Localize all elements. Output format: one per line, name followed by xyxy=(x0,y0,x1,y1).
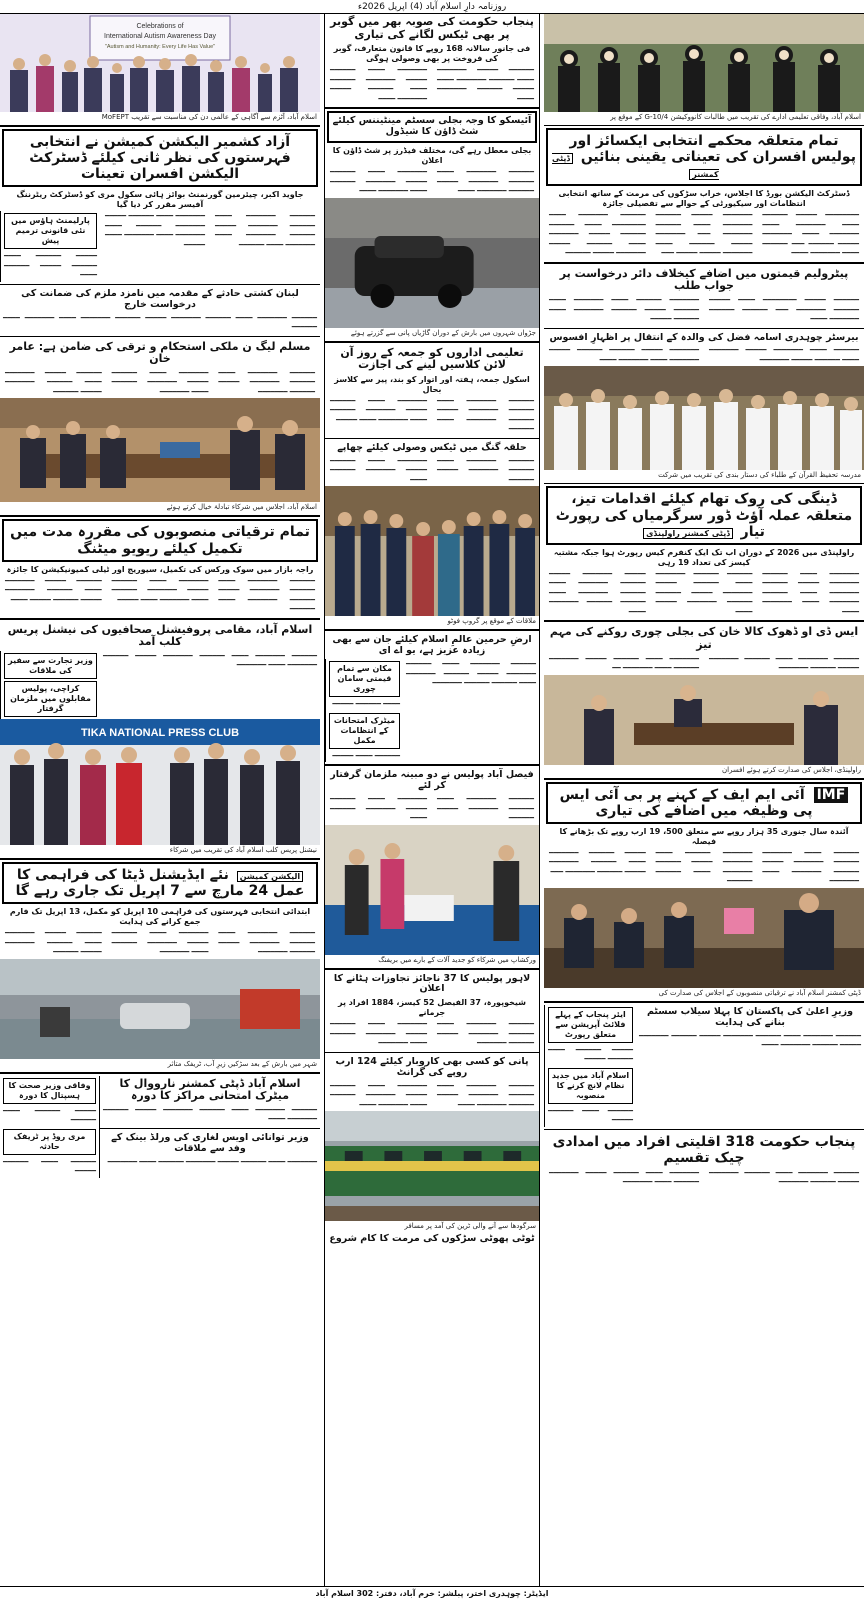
news-brief: کراچی، پولیس مقابلوں میں ملزمان گرفتار xyxy=(4,681,97,717)
headline-tag: ڈپٹی کمشنر xyxy=(552,153,719,180)
meeting-photo xyxy=(544,675,864,765)
article-text: ━━━━━━ ━━━━━━━ ━━━━ ━━━━━━ ━━━━━━━ ━━━━━ ━━━━━━ ━━━━━━━ ━━━━ ━━━━━━ xyxy=(434,396,537,436)
headline: ارضِ حرمین عالمِ اسلام کیلئے جان سے بھی زیادہ عزیز ہے، یو اے ای xyxy=(325,633,539,659)
headline: تعلیمی اداروں کو جمعہ کے روز آن لائن کلاسیں لینے کی اجازت xyxy=(325,345,539,374)
photo-caption: ڈپٹی کمشنر اسلام آباد نے ترقیاتی منصوبوں کے اجلاس کی صدارت کی xyxy=(544,988,864,999)
photo-caption: شہر میں بارش کے بعد سڑکیں زیرِ آب، ٹریفک متاثر xyxy=(0,1059,320,1070)
article-text: ━━━━━━━ ━━━━ ━━━━━━ ━━━━━ ━━━━━━━ ━━━━━━ ━━━━ ━━━━━━━ ━━━━ xyxy=(327,1081,430,1112)
headline: وزیرِ اعلیٰ کی پاکستان کا پہلا سیلاب سسٹم بنانے کی ہدایت xyxy=(636,1005,864,1031)
article-text: ━━━━━━ ━━━━━━━ ━━━━ ━━━━━━ ━━━━━━━ ━━━━━ ━━━━━━ ━━━━━━━ xyxy=(706,1168,862,1189)
article-text: ━━━━━━ ━━━━━━━ ━━━━ ━━━━━━ ━━━━━━━ ━━━━━ ━━━━━━ ━━━━━━━ ━━━━ xyxy=(434,1081,537,1112)
headline: بیرسٹر چوہدری اسامہ فضل کی والدہ کے انتقال پر اظہارِ افسوس xyxy=(544,331,864,346)
rain-road-photo xyxy=(0,959,320,1059)
news-brief: وفاقی وزیر صحت کا ہسپتال کا دورہ xyxy=(3,1078,96,1104)
article-text: ━━━━━ ━━━━━━ ━━━━ ━━━━━━ ━━━━━ xyxy=(545,1045,636,1066)
photo-caption: اسلام آباد، وفاقی تعلیمی ادارے کی تقریب میں طالبات کانووکیشن G-10/4 کے موقع پر xyxy=(544,112,864,123)
article-text: ━━━━━━━ ━━━━ ━━━━━━ ━━━━━ ━━━━━━━ ━━━━━━ ━━━━ xyxy=(327,794,430,825)
article-text: ━━━━━ ━━━━━━ ━━━━ ━━━━━━ xyxy=(0,1106,99,1127)
subheadline: شیخوپورہ، 37 الفیصل 52 کیسز، 1884 افراد پر جرمانے xyxy=(325,997,539,1019)
article-text: ━━━━ ━━━━━━ ━━━━━ xyxy=(326,699,403,711)
subheadline: راجہ بازار میں سوک ورکس کی تکمیل، سیوریج اور ٹیلی کمیونیکیشن کا جائزہ xyxy=(0,564,320,576)
headline: لبنان کشتی حادثے کے مقدمہ میں نامزد ملزم کی ضمانت کی درخواست خارج xyxy=(0,287,320,313)
article-text: ━━━━━━━ ━━━━ ━━━━━━ ━━━━━ ━━━━━━━ ━━━━━━ ━━━━ ━━━━━━━ ━━━━ ━━━━━ xyxy=(327,396,430,436)
article-text: ━━━━━━━ ━━━━ ━━━━━━ ━━━━━ ━━━━━━━ ━━━━━━ ━━━━ ━━━━━━━ ━━━━ ━━━━━━━ ━━━━ ━━━━━ xyxy=(102,211,208,251)
news-brief: اسلام آباد میں جدید نظام لانچ کرنے کا منصوبہ xyxy=(548,1068,633,1104)
article-text: ━━━━━━━ ━━━━━ ━━━━━━ ━━━━━━━ ━━━━ ━━━━━━ ━━━━━━━ ━━━ ━━━━━━━ ━━━━━ ━━━━━━ ━━━━ ━━━━━━━ ━━━━━ ━━━━━ ━━━ xyxy=(653,210,756,260)
convocation-photo xyxy=(544,14,864,112)
news-brief: وزیر تجارت سے سفیر کی ملاقات xyxy=(4,653,97,679)
article-text: ━━━━━━ ━━━━━━━ ━━━━ ━━━━━━ ━━━━━━━ ━━━━━ ━━━━━━ ━━━━━━━ ━━━━ ━━━━━━ xyxy=(215,576,318,616)
article-text: ━━━━━━ ━━━━━ ━━━━━━━ ━━━━ ━━━━━━ ━━━━━━━ ━━━━ ━━━━━ ━━━━━━ ━━━━━━━ ━━━━ xyxy=(434,65,537,105)
headline-tag: الیکشن کمیشن xyxy=(237,871,303,882)
article-text: ━━━━━━ ━━━━━ ━━━━━━━ ━━━━ ━━━━━━ ━━━━━━━ ━━━━━ ━━━━━━ xyxy=(2,368,105,399)
article-text: ━━━━━━ ━━━━━━━ ━━━━ ━━━━━━ ━━━━━━━ ━━━━━ ━━━━━━ ━━━━━━━ xyxy=(215,928,318,959)
rain-car-photo xyxy=(325,198,539,328)
train-photo xyxy=(325,1111,539,1221)
headline: ٹوٹی پھوٹی سڑکوں کی مرمت کا کام شروع xyxy=(325,1232,539,1247)
article-text: ━━━━━━━ ━━━━ ━━━━━━ ━━━━━ ━━━━━━━ ━━━━━━ ━━━━ xyxy=(327,456,430,487)
headline: پنجاب حکومت 318 اقلیتی افراد میں امدادی چیک تقسیم xyxy=(544,1132,864,1168)
middle-column xyxy=(324,14,540,1586)
photo-caption: ورکشاپ میں شرکاء کو جدید آلات کے بارے میں بریفنگ xyxy=(325,955,539,966)
article-text: ━━━━━━ ━━━━ ━━━━━━━ ━━━━━ ━━━━━━━ ━━━━ ━━━━━━ ━━━━━ ━━━━━━━ xyxy=(706,345,862,366)
headline: وزیر توانائی اویس لغاری کی ورلڈ بینک کے وفد سے ملاقات xyxy=(100,1131,320,1157)
article-text: ━━━━━━ ━━━━━━━ ━━━━ ━━━━━━ ━━━━━━━ ━━━━━ ━━━━━━ ━━━━━━━ xyxy=(215,368,318,399)
conference-photo xyxy=(0,398,320,502)
headline: مسلم لیگ ن ملکی استحکام و ترقی کی ضامن ہے: عامر خان xyxy=(0,339,320,368)
news-brief: مکان سے تمام قیمتی سامان چوری xyxy=(329,661,400,697)
photo-caption: سرگودھا سے آنے والی ٹرین کی آمد پر مسافر xyxy=(325,1221,539,1232)
article-text: ━━━━━━ ━━━━━━━ ━━━━ ━━━━━━ ━━━━━━━ ━━━━━ ━━━━━━ ━━━━━━━ ━━━━ ━━━━━━━ ━━━━ ━━━━━━ xyxy=(0,313,320,334)
article-text: ━━━━━━━ ━━━━ ━━━━━━ ━━━━━ ━━━━━━━ ━━━━━━ ━━━━ ━━━━━━━ ━━━━ xyxy=(327,167,430,198)
workshop-photo xyxy=(325,825,539,955)
article-text: ━━━━━━ ━━━━ ━━━━━ xyxy=(326,751,403,763)
article-text: ━━━━━ ━━━━━━ ━━━━━━━ ━━━━ ━━━━━━ ━━━━━━━ ━━━━━ ━━━━━━ ━━━━━━━ ━━━ xyxy=(546,848,649,888)
headline: آئیسکو کا وجہ بجلی سسٹم مینٹیننس کیلئے شٹ ڈاؤن کا شیڈول xyxy=(327,111,537,143)
photo-caption: ملاقات کے موقع پر گروپ فوٹو xyxy=(325,616,539,627)
article-text: ━━━━━━ ━━━━ ━━━━━━ ━━━━━ xyxy=(0,1157,99,1178)
photo-caption: راولپنڈی، اجلاس کی صدارت کرتے ہوئے افسران xyxy=(544,765,864,776)
banner-text: TIKA NATIONAL PRESS CLUB xyxy=(81,727,239,739)
subheadline: اسکول جمعہ، ہفتہ اور اتوار کو بند، پیر سے کلاسز بحال xyxy=(325,374,539,396)
headline: ایس ڈی او ڈھوک کالا خان کی بجلی چوری روکنے کی مہم تیز xyxy=(544,624,864,653)
right-column xyxy=(544,14,864,1586)
headline: تمام ترقیاتی منصوبوں کی مقررہ مدت میں تکمیل کیلئے ریویو میٹنگ xyxy=(2,519,318,561)
article-text: ━━━━━━━━ ━━━━━ ━━━━━━ ━━━━ ━━━━━━━ ━━━━ ━━━━━━━ ━━━━ ━━━━━━━ ━━━━━ ━━━━━━ ━━━ ━━━━━━ ━━━━ ━━━━━━━ ━━━━ xyxy=(759,210,862,260)
article-text: ━━━━━━━ ━━━━ ━━━━━━ ━━━━━━━ ━━━━━ ━━━━━━ ━━━━━━━ ━━━━ ━━━━━━ ━━━━━━━ ━━━━ ━━━━━━━ ━━━━ xyxy=(759,569,862,619)
article-text: ━━━━━━━ ━━━━━━ ━━━━ ━━━━━━━ ━━━━━ ━━━━━━ ━━━━━━━ ━━━━ ━━━━━━ ━━━━━━ xyxy=(653,848,756,888)
subheadline: جاوید اکبر، چیئرمین گورنمنٹ بوائز ہائی سکول مری کو ڈسٹرکٹ ریٹرننگ آفیسر مقرر کر دیا گیا xyxy=(0,189,320,211)
article-text: ━━━━━━ ━━━━━━ ━━━━━━━ ━━━━ ━━━━━━ ━━━━━ ━━━━━━━ ━━━━━ ━━━━━━ ━━━━━━ ━━━━━━━ ━━━━━ ━━━━ xyxy=(653,569,756,619)
headline: پنجاب حکومت کی صوبہ بھر میں گوبر پر بھی ٹیکس لگانے کی تیاری xyxy=(325,14,539,43)
article-text: ━━━━━━━ ━━━━━━ ━━━━ ━━━━━━━ ━━━━ ━━━━━━ ━━━━━ ━━━━━━ ━━━━━━━ ━━━━ ━━━━━━ ━━━━━ xyxy=(546,295,702,326)
article-text: ━━━━━━ ━━━━━━━ ━━━━ ━━━━━━ ━━━━━━━ ━━━━━ ━━━━━━ ━━━━━━━ ━━━━━ ━━━━━━ ━━━━━━━ ━━━━ xyxy=(636,1031,864,1052)
subheadline: راولپنڈی میں 2026 کے دوران اب تک ایک کنفرم کیس رپورٹ ہوا جبکہ مشتبہ کیسز کی تعداد 19 رہی xyxy=(544,547,864,569)
article-text: ━━━━━━ ━━━━━━━ ━━━━ ━━━━━━ ━━━━━━━ ━━━━━ ━━━━━━ ━━━━━━━ xyxy=(434,1019,537,1050)
article-text: ━━━━━━━ ━━━━ ━━━━━━ ━━━━━ ━━━━━━━ ━━━━━━ ━━━━ ━━━━━━━ ━━━━ ━━━━━ xyxy=(109,576,212,616)
banner-text: International Autism Awareness Day xyxy=(104,33,216,40)
article-text: ━━━━━━ ━━━━━━━ ━━━━ ━━━━━━ ━━━━━━━ ━━━━━ ━━━━━━ ━━━━━━━ ━━━━ ━━━━━━━ xyxy=(100,651,320,672)
headline: IMF آئی ایم ایف کے کہنے پر بی آئی ایس پی وظیفہ میں اضافے کی تیاری xyxy=(546,782,862,824)
headline: پانی کو کسی بھی کاروبار کیلئے 124 ارب روپے کی گرانٹ xyxy=(325,1055,539,1081)
article-text: ━━━━━━ ━━━━━━━ ━━━━ ━━━━━━ ━━━━━━━ ━━━━━ ━━━━━━ ━━━━━━━ ━━━━ ━━━━━━ ━━━━━━ ━━━━━━━ xyxy=(403,659,539,690)
imf-badge: IMF xyxy=(814,787,849,803)
photo-caption: نیشنل پریس کلب اسلام آباد کی تقریب میں شرکاء xyxy=(0,845,320,856)
subheadline: ڈسٹرکٹ الیکشن بورڈ کا اجلاس، خراب سڑکوں کی مرمت کے ساتھ انتخابی انتظامات اور سیکیورٹی کے حوالے سے تفصیلی جائزہ xyxy=(544,188,864,210)
article-text: ━━━━━━ ━━━━━━━ ━━━━ ━━━━━━ ━━━━━━━ ━━━━━ ━━━━━━ ━━━━━━━ ━━━━ ━━━━━━━ ━━━━ ━━━━━━ xyxy=(212,211,318,251)
headline: حلقہ گنگ میں ٹیکس وصولی کیلئے چھاپے xyxy=(325,441,539,456)
headline: الیکشن کمیشن نئے ایڈیشنل ڈیٹا کی فراہمی کا عمل 24 مارچ سے 7 اپریل تک جاری رہے گا xyxy=(2,862,318,904)
article-text: ━━━━━━ ━━━━ ━━━━━━━ ━━━━━━ ━━━━━━━ ━━━━━ ━━━━━━ ━━━━━━━ ━━━━ ━━━━━━━ xyxy=(759,848,862,888)
headline: اسلام آباد ڈپٹی کمشنر نارووال کا میٹرک امتحانی مراکز کا دورہ xyxy=(100,1076,320,1105)
article-text: ━━━━━━ ━━━━━ ━━━━━━━━ ━━━━ ━━━━━ ━━━━━━ ━━━━━━━ ━━━ ━━━━━━ ━━━━━━ ━━━━━━━ ━━━━ xyxy=(706,295,862,326)
headline: اسلام آباد، مقامی پروفیشنل صحافیوں کی نیشنل پریس کلب آمد xyxy=(0,622,320,651)
article-text: ━━━━━━ ━━━━━━━ ━━━━ ━━━━━━ ━━━━━━━ ━━━━━ ━━━━━━ ━━━━━━━ xyxy=(706,654,862,675)
article-text: ━━━━━━━ ━━━━ ━━━━━━ ━━━━━ ━━━━━━━ ━━━━━━ ━━━━ ━━━━━━━ ━━ xyxy=(546,654,702,675)
headline: لاہور پولیس کا 37 ناجائز تجاوزات ہٹانے کا اعلان xyxy=(325,972,539,998)
article-text: ━━━━━━━ ━━━━ ━━━━━━ ━━━━━ ━━━━━━━ ━━━━━━ ━━━━ ━━━━━━━ xyxy=(327,1019,430,1050)
article-text: ━━━━━━━ ━━━━ ━━━━━━ ━━━━━ ━━━━━━━ ━━━━━━ ━━━━ ━━━━━━━ xyxy=(100,1157,320,1169)
footer-imprint: ایڈیٹر: چوہدری اختر، پبلشر: خرم آباد، دفتر: 302 اسلام آباد xyxy=(0,1586,864,1600)
article-text: ━━━━━ ━━━━━━ ━━━━ ━━━━━━ ━━━━━ ━━━━━━ ━━━━ xyxy=(1,251,100,282)
article-text: ━━━━━━ ━━━━━━━ ━━━━ ━━━━━━ ━━━━━━━ ━━━━━ ━━━━━━ xyxy=(434,456,537,487)
article-text: ━━━━━━━ ━━━━ ━━━━━━ ━━━━━ ━━━━━━━ ━━━━━━ ━━━━ ━━━━━━ ━━━━━ ━━━━━━━ ━━━━ xyxy=(327,65,430,105)
headline: پیٹرولیم قیمتوں میں اضافے کیخلاف دائر درخواست پر جواب طلب xyxy=(544,266,864,295)
press-club-photo xyxy=(0,719,320,845)
article-text: ━━━━━━ ━━━━━━━ ━━━━ ━━━━━━ ━━━━━━━ ━━━━━ ━━━━━━ xyxy=(434,794,537,825)
article-text: ━━━━━━━ ━━━━ ━━━━━━ ━━━━━ ━━━━━━━ ━━━━━━ ━━━━ ━━━━━━━ xyxy=(546,1168,702,1189)
subheadline: آئندہ سال جنوری 35 ہزار روپے سے متعلق 500، 19 ارب روپے تک بڑھانے کا فیصلہ xyxy=(544,826,864,848)
office-meeting-photo xyxy=(544,888,864,988)
left-column xyxy=(0,14,320,1586)
photo-caption: اسلام آباد، اجلاس میں شرکاء تبادلۂ خیال کرتے ہوئے xyxy=(0,502,320,513)
news-brief: میٹرک امتحانات کے انتظامات مکمل xyxy=(329,713,400,749)
article-text: ━━━━━━━ ━━━━━ ━━━━━━ ━━━━━━ ━━━━━ ━━━━━━━ ━━━━ ━━━━━━━ ━━━━ xyxy=(546,345,702,366)
headline-tag: ڈپٹی کمشنر راولپنڈی xyxy=(643,528,733,539)
article-text: ━━━━━━ ━━━━━━━ ━━━━ ━━━━━━ ━━━━━━━ ━━━━━ ━━━━━━ ━━━━━━━ ━━━━ xyxy=(434,167,537,198)
masthead: روزنامہ دارِ اسلام آباد (4) اپریل 2026ء xyxy=(0,0,864,14)
article-text: ━━━━━━━ ━━━━ ━━━━━━ ━━━━━ ━━━━━━━ ━━━━━━ ━━━━ ━━━━━━━ xyxy=(109,368,212,399)
news-brief: مری روڈ پر ٹریفک حادثہ xyxy=(3,1129,96,1155)
students-photo xyxy=(544,366,864,470)
autism-day-photo xyxy=(0,14,320,112)
banner-text: "Autism and Humanity: Every Life Has Value" xyxy=(105,44,215,50)
news-brief: ایئر پنجاب کے پہلے فلائٹ آپریشن سے متعلق رپورٹ xyxy=(548,1007,633,1043)
article-text: ━━━━━━ ━━━━━ ━━━━━━━ ━━━━ ━━━━━━ ━━━━━━━ ━━━━━ ━━━━━━ xyxy=(2,928,105,959)
subheadline: ابتدائی انتخابی فہرستوں کی فراہمی 10 اپریل کو مکمل، 13 اپریل تک فارم جمع کرانے کی ہدایت xyxy=(0,906,320,928)
article-text: ━━━━━━━ ━━━━ ━━━━━━ ━━━━━ ━━━━━━━ ━━━━━━ ━━━━ ━━━━━━━ xyxy=(109,928,212,959)
photo-caption: مدرسہ تحفیظ القرآن کے طلباء کی دستار بندی کی تقریب میں شرکت xyxy=(544,470,864,481)
headline: آزاد کشمیر الیکشن کمیشن نے انتخابی فہرستوں کی نظر ثانی کیلئے ڈسٹرکٹ الیکشن افسران تعینات xyxy=(2,129,318,187)
article-text: ━━━━━━ ━━━━━━━ ━━━━ ━━━━━━━━ ━━━━ ━━━━━━ ━━━━━━ ━━━━━ ━━━━━━━ ━━━━ ━━━━━━ ━━━━━ ━━━━━━━ ━━━━━ ━━━━━━ xyxy=(546,210,649,260)
headline: فیصل آباد پولیس نے دو مبینہ ملزمان گرفتار کر لئے xyxy=(325,768,539,794)
group-photo xyxy=(325,486,539,616)
article-text: ━━━━━━ ━━━━━ ━━━━━━━ ━━━━ ━━━━━━ ━━━━━━━ ━━━━━ ━━━━━━ ━━━━━ ━━━━ xyxy=(2,576,105,616)
article-text: ━━━━━━ ━━━━━━━ ━━━━ ━━━━━━ ━━━━━━━ ━━━━━ ━━━━━━ ━━━━━━━ ━━━━ xyxy=(100,1105,320,1126)
article-text: ━━━━━ ━━━━━━━ ━━━━━ ━━━━━━ ━━━━━━━ ━━━━ ━━━━━━ ━━━━━━━ ━━━━ ━━━━━━ ━━━━━━ ━━━━━━━ ━━━━ xyxy=(546,569,649,619)
photo-caption: جڑواں شہروں میں بارش کے دوران گاڑیاں پانی سے گزرتے ہوئے xyxy=(325,328,539,339)
subheadline: فی جانور سالانہ 168 روپے کا قانون متعارف، گوبر کی فروخت پر بھی وصولی ہوگی xyxy=(325,43,539,65)
subheadline: بجلی معطل رہے گی، مختلف فیڈرز پر شٹ ڈاؤن کا اعلان xyxy=(325,145,539,167)
news-brief: پارلیمنٹ ہاؤس میں نئی قانونی ترمیم پیش xyxy=(4,213,97,249)
banner-text: Celebrations of xyxy=(136,23,183,30)
headline: ڈینگی کی روک تھام کیلئے اقدامات تیز، متعلقہ عملہ آؤٹ ڈور سرگرمیاں کی رپورٹ تیار ڈپٹی کمشنر راولپنڈی xyxy=(546,486,862,544)
article-text: ━━━━━━ ━━━━ ━━━━━━ ━━━━━ xyxy=(545,1106,636,1127)
headline: تمام متعلقہ محکمے انتخابی ایکسائز اور پولیس افسران کی تعیناتی یقینی بنائیں ڈپٹی کمشنر xyxy=(546,128,862,186)
photo-caption: اسلام آباد، آٹزم سے آگاہی کے عالمی دن کی مناسبت سے تقریب MoFEPT xyxy=(0,112,320,123)
